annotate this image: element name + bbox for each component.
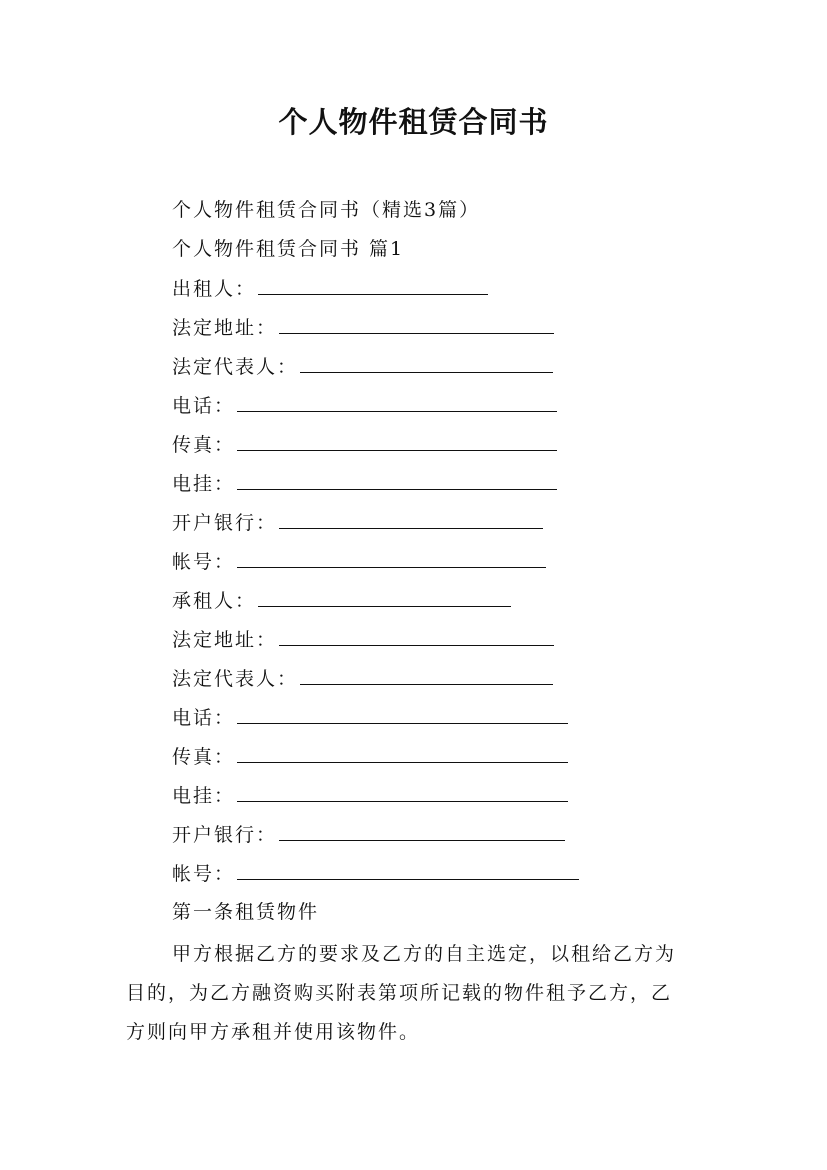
lessee-name-field	[172, 588, 511, 613]
lessee-address-field	[172, 627, 554, 652]
blank-line	[279, 627, 554, 646]
field-label: 开户银行：	[172, 512, 278, 534]
lessor-bank-field	[172, 510, 543, 535]
blank-line	[237, 861, 579, 880]
article-1-line-1: 甲方根据乙方的要求及乙方的自主选定，以租给乙方为	[172, 943, 677, 965]
lessor-account-field	[172, 549, 546, 574]
field-label: 法定地址：	[172, 629, 278, 651]
lessee-phone-field	[172, 705, 568, 730]
blank-line	[237, 705, 568, 724]
lessor-phone-field	[172, 393, 557, 418]
article-1-heading: 第一条租赁物件	[172, 901, 320, 923]
field-label: 法定代表人：	[172, 668, 299, 690]
blank-line	[237, 432, 557, 451]
field-label: 出租人：	[172, 278, 257, 300]
field-label: 电挂：	[172, 473, 236, 495]
field-label: 法定代表人：	[172, 356, 299, 378]
blank-line	[237, 471, 557, 490]
lessor-name-field	[172, 276, 488, 301]
field-label: 传真：	[172, 434, 236, 456]
lessor-representative-field	[172, 354, 553, 379]
field-label: 电话：	[172, 395, 236, 417]
blank-line	[237, 549, 546, 568]
field-label: 开户银行：	[172, 824, 278, 846]
field-label: 传真：	[172, 746, 236, 768]
lessor-fax-field	[172, 432, 557, 457]
document-subtitle: 个人物件租赁合同书（精选3篇）	[172, 199, 481, 221]
field-label: 电挂：	[172, 785, 236, 807]
field-label: 承租人：	[172, 590, 257, 612]
lessee-fax-field	[172, 744, 568, 769]
blank-line	[258, 276, 488, 295]
blank-line	[300, 354, 553, 373]
lessee-telegraph-field	[172, 783, 568, 808]
blank-line	[300, 666, 553, 685]
blank-line	[279, 315, 554, 334]
blank-line	[279, 510, 543, 529]
lessee-representative-field	[172, 666, 553, 691]
blank-line	[237, 393, 557, 412]
lessor-address-field	[172, 315, 554, 340]
blank-line	[237, 783, 568, 802]
article-1-line-2: 目的，为乙方融资购买附表第项所记载的物件租予乙方，乙	[126, 982, 673, 1004]
field-label: 电话：	[172, 707, 236, 729]
blank-line	[279, 822, 565, 841]
blank-line	[237, 744, 568, 763]
lessee-account-field	[172, 861, 579, 886]
field-label: 法定地址：	[172, 317, 278, 339]
field-label: 帐号：	[172, 551, 236, 573]
blank-line	[258, 588, 511, 607]
lessor-telegraph-field	[172, 471, 557, 496]
lessee-bank-field	[172, 822, 565, 847]
field-label: 帐号：	[172, 863, 236, 885]
section-heading: 个人物件租赁合同书 篇1	[172, 238, 405, 260]
article-1-line-3: 方则向甲方承租并使用该物件。	[126, 1021, 421, 1043]
document-title: 个人物件租赁合同书	[278, 105, 549, 139]
